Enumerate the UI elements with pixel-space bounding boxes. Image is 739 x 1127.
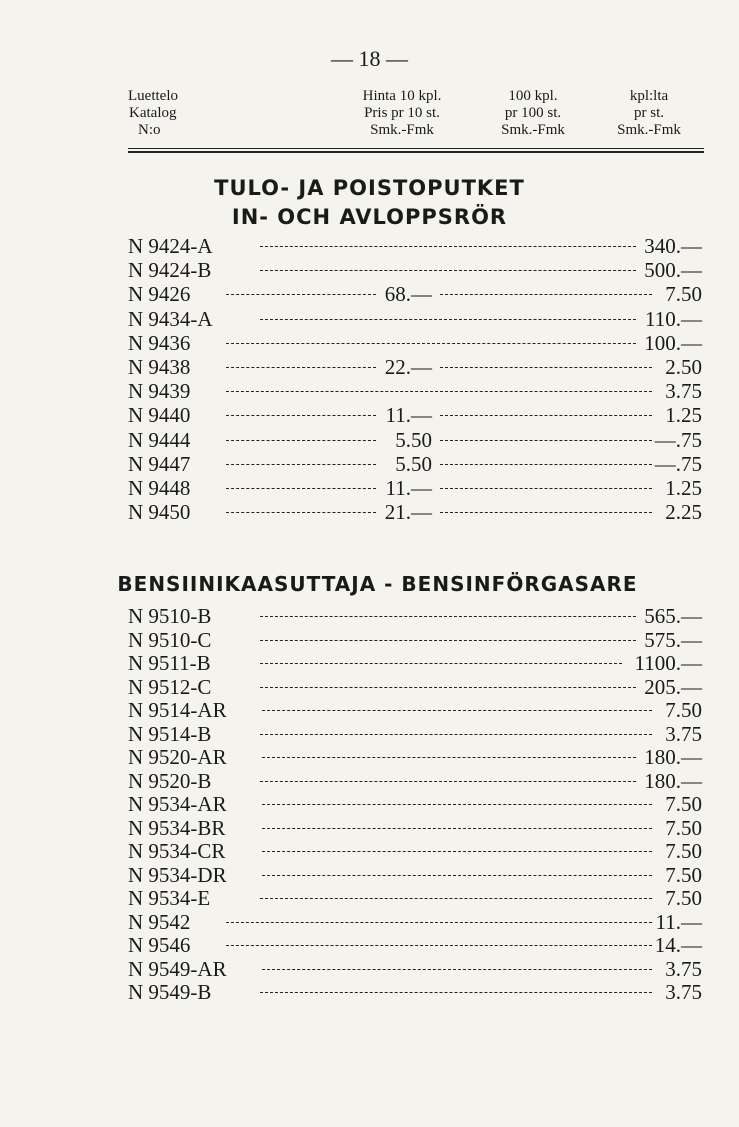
header-col1-line-3: Smk.-Fmk xyxy=(370,122,434,138)
header-col2-line-3: Smk.-Fmk xyxy=(501,122,565,138)
header-col1-line-2: Pris pr 10 st. xyxy=(364,105,440,121)
header-col2-line-2: pr 100 st. xyxy=(504,105,562,121)
leader-dashes xyxy=(262,828,652,829)
leader-dashes xyxy=(260,319,636,320)
price-row xyxy=(128,934,702,957)
price-row xyxy=(128,308,702,331)
price-row xyxy=(128,840,702,863)
price-row xyxy=(128,283,702,306)
leader-dashes xyxy=(440,464,652,465)
catalog-number: N 9512-C xyxy=(128,674,212,699)
header-col1-line-1: Hinta 10 kpl. xyxy=(362,88,442,104)
price-each: 2.25 xyxy=(665,500,702,525)
catalog-number: N 9450 xyxy=(128,500,191,525)
catalog-number: N 9510-C xyxy=(128,627,212,652)
price-row xyxy=(128,887,702,910)
price-each: 7.50 xyxy=(665,815,702,840)
leader-dashes xyxy=(260,992,652,993)
price-each: 180.— xyxy=(644,768,702,793)
catalog-number: N 9444 xyxy=(128,427,191,452)
price-each: 100.— xyxy=(644,330,702,355)
page-number: — 18 — xyxy=(331,46,408,71)
header-left-line-1: Luettelo xyxy=(128,88,178,104)
leader-dashes xyxy=(226,440,376,441)
header-left-line-3: N:o xyxy=(138,122,161,138)
catalog-number: N 9534-E xyxy=(128,886,211,910)
price-row xyxy=(128,864,702,887)
catalog-number: N 9438 xyxy=(128,355,191,379)
catalog-number: N 9440 xyxy=(128,403,191,428)
catalog-number: N 9520-AR xyxy=(128,745,227,769)
catalog-number: N 9426 xyxy=(128,282,191,307)
leader-dashes xyxy=(226,294,376,295)
price-row xyxy=(128,817,702,840)
price-each: 7.50 xyxy=(665,839,702,863)
price-row xyxy=(128,723,702,746)
catalog-number: N 9549-B xyxy=(128,980,212,1004)
price-each: 340.— xyxy=(644,234,702,258)
price-row xyxy=(128,259,702,282)
price-row xyxy=(128,453,702,476)
price-row xyxy=(128,477,702,500)
header-rule-thin xyxy=(128,148,704,149)
catalog-number: N 9534-DR xyxy=(128,862,227,887)
leader-dashes xyxy=(262,969,652,970)
leader-dashes xyxy=(262,875,652,876)
price-row xyxy=(128,652,702,675)
leader-dashes xyxy=(226,391,652,392)
leader-dashes xyxy=(226,464,376,465)
catalog-number: N 9520-B xyxy=(128,768,212,793)
price-per-10: 21.— xyxy=(384,500,432,525)
leader-dashes xyxy=(260,246,636,247)
price-row xyxy=(128,911,702,934)
price-each: 7.50 xyxy=(665,862,702,887)
leader-dashes xyxy=(260,687,636,688)
header-col3-line-3: Smk.-Fmk xyxy=(617,122,681,138)
leader-dashes xyxy=(226,488,376,489)
price-row xyxy=(128,380,702,403)
catalog-number: N 9447 xyxy=(128,451,191,476)
leader-dashes xyxy=(226,922,652,923)
catalog-number: N 9434-A xyxy=(128,306,213,331)
price-each: 1.25 xyxy=(665,476,702,500)
section1-title-line-1: TULO- JA POISTOPUTKET xyxy=(214,176,525,200)
price-each: 7.50 xyxy=(665,886,702,910)
price-each: 7.50 xyxy=(665,698,702,722)
leader-dashes xyxy=(440,294,652,295)
price-each: 565.— xyxy=(644,604,702,628)
header-col2-line-1: 100 kpl. xyxy=(508,88,558,104)
price-row xyxy=(128,429,702,452)
price-row xyxy=(128,958,702,981)
price-per-10: 11.— xyxy=(385,476,432,500)
price-each: 110.— xyxy=(645,306,702,331)
section1-title-line-2: IN- OCH AVLOPPSRÖR xyxy=(231,205,508,229)
catalog-number: N 9448 xyxy=(128,476,191,500)
header-col3-line-1: kpl:lta xyxy=(629,88,669,104)
price-each: 14.— xyxy=(654,933,702,957)
price-per-10: 11.— xyxy=(385,403,432,428)
price-each: 500.— xyxy=(644,258,702,283)
leader-dashes xyxy=(226,343,636,344)
leader-dashes xyxy=(260,270,636,271)
price-each: 3.75 xyxy=(665,721,702,746)
leader-dashes xyxy=(262,851,652,852)
catalog-number: N 9439 xyxy=(128,379,191,404)
price-each: —.75 xyxy=(654,427,702,452)
catalog-number: N 9534-AR xyxy=(128,792,227,816)
price-row xyxy=(128,332,702,355)
catalog-number: N 9534-CR xyxy=(128,839,226,863)
price-row xyxy=(128,793,702,816)
price-per-10: 5.50 xyxy=(395,427,432,452)
catalog-number: N 9546 xyxy=(128,933,191,957)
section2-title: BENSIINIKAASUTTAJA - BENSINFÖRGASARE xyxy=(117,572,638,596)
leader-dashes xyxy=(440,367,652,368)
header-rule-thick xyxy=(128,151,704,153)
leader-dashes xyxy=(226,945,652,946)
leader-dashes xyxy=(440,440,652,441)
leader-dashes xyxy=(260,734,652,735)
catalog-number: N 9424-A xyxy=(128,234,213,258)
price-row xyxy=(128,605,702,628)
leader-dashes xyxy=(226,415,376,416)
leader-dashes xyxy=(260,616,636,617)
price-each: 180.— xyxy=(644,745,702,769)
price-each: 575.— xyxy=(644,627,702,652)
price-each: —.75 xyxy=(654,451,702,476)
price-row xyxy=(128,629,702,652)
header-catalog-number xyxy=(128,88,178,139)
header-price-100 xyxy=(478,88,588,139)
price-each: 7.50 xyxy=(665,282,702,307)
price-per-10: 22.— xyxy=(384,355,432,379)
price-row xyxy=(128,356,702,379)
price-row xyxy=(128,699,702,722)
price-row xyxy=(128,746,702,769)
catalog-number: N 9534-BR xyxy=(128,815,226,840)
leader-dashes xyxy=(440,488,652,489)
leader-dashes xyxy=(260,898,652,899)
catalog-number: N 9514-AR xyxy=(128,698,227,722)
catalog-number: N 9514-B xyxy=(128,721,212,746)
header-price-each xyxy=(596,88,702,139)
header-price-10 xyxy=(342,88,462,139)
price-row xyxy=(128,981,702,1004)
catalog-number: N 9436 xyxy=(128,330,191,355)
price-each: 11.— xyxy=(655,909,702,934)
price-each: 3.75 xyxy=(665,980,702,1004)
leader-dashes xyxy=(262,757,636,758)
price-each: 1.25 xyxy=(665,403,702,428)
price-row xyxy=(128,770,702,793)
leader-dashes xyxy=(226,512,376,513)
leader-dashes xyxy=(260,781,636,782)
price-row xyxy=(128,676,702,699)
catalog-number: N 9424-B xyxy=(128,258,212,283)
price-each: 1100.— xyxy=(634,651,702,675)
leader-dashes xyxy=(262,804,652,805)
price-per-10: 5.50 xyxy=(395,451,432,476)
price-per-10: 68.— xyxy=(384,282,432,307)
leader-dashes xyxy=(262,710,652,711)
leader-dashes xyxy=(260,663,622,664)
price-row xyxy=(128,404,702,427)
catalog-number: N 9542 xyxy=(128,909,191,934)
leader-dashes xyxy=(440,512,652,513)
price-each: 3.75 xyxy=(665,379,702,404)
price-row xyxy=(128,235,702,258)
price-each: 205.— xyxy=(644,674,702,699)
catalog-number: N 9549-AR xyxy=(128,956,227,981)
leader-dashes xyxy=(226,367,376,368)
catalog-number: N 9510-B xyxy=(128,604,212,628)
leader-dashes xyxy=(440,415,652,416)
price-each: 7.50 xyxy=(665,792,702,816)
leader-dashes xyxy=(260,640,636,641)
price-each: 3.75 xyxy=(665,956,702,981)
header-col3-line-2: pr st. xyxy=(634,105,664,121)
catalog-number: N 9511-B xyxy=(128,651,211,675)
header-left-line-2: Katalog xyxy=(129,105,177,121)
price-row xyxy=(128,501,702,524)
price-each: 2.50 xyxy=(665,355,702,379)
